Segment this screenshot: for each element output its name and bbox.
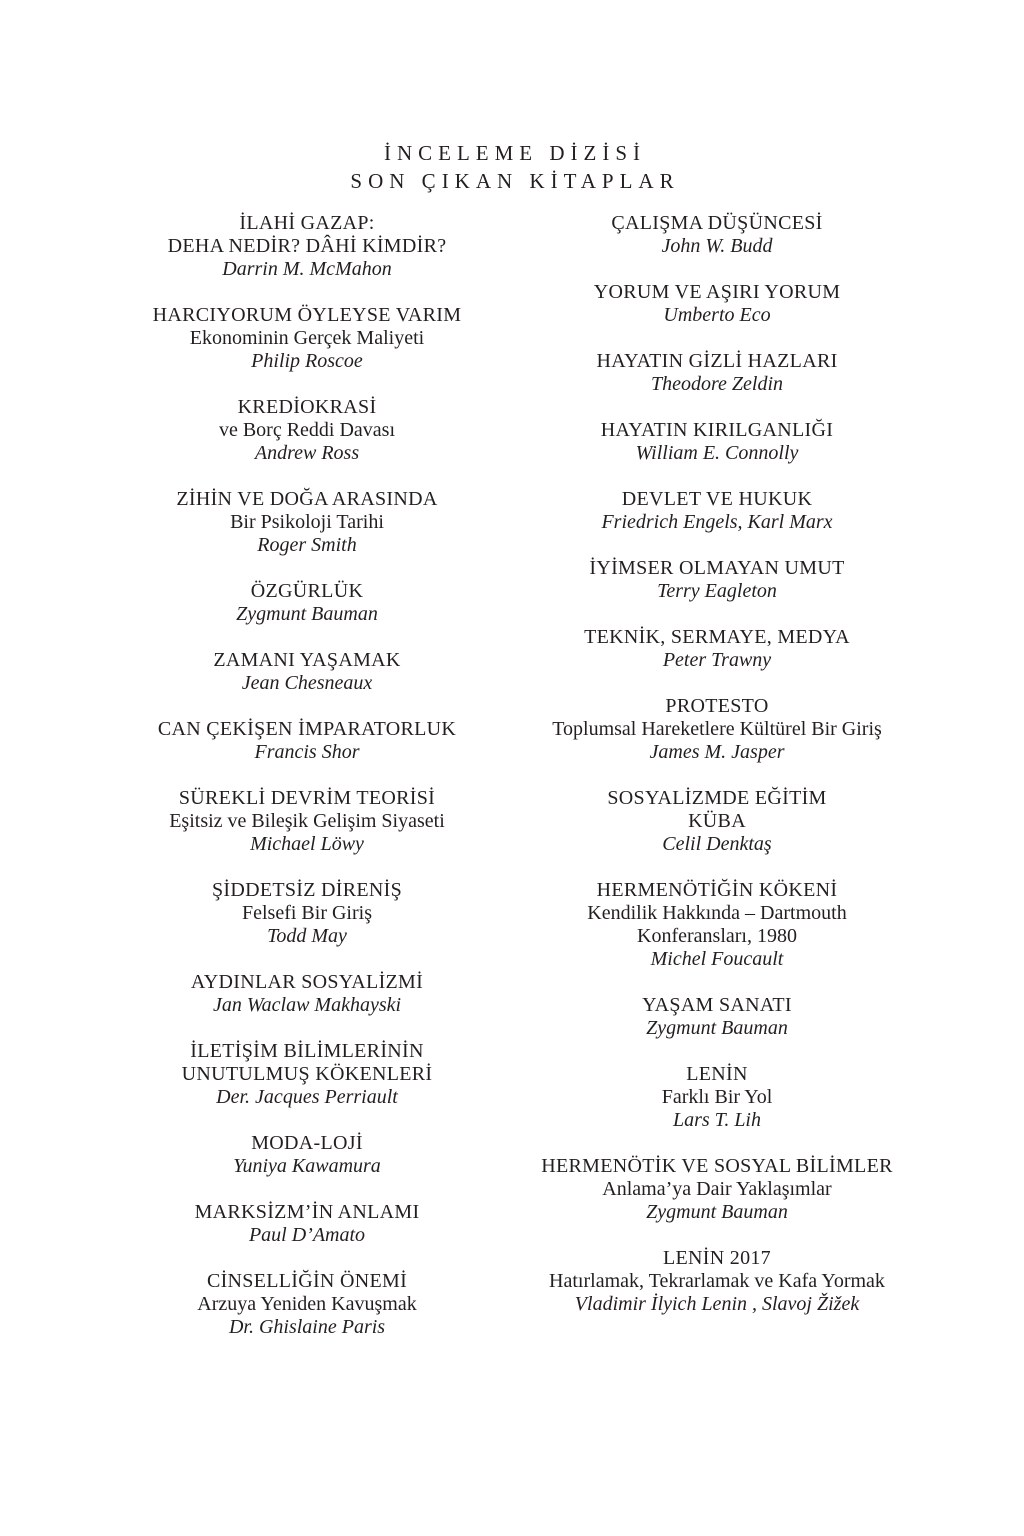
book-author: Celil Denktaş [662, 833, 772, 855]
book-subtitle: Felsefi Bir Giriş [242, 902, 372, 924]
book-title: PROTESTO [665, 695, 769, 717]
book-author: Dr. Ghislaine Paris [228, 1316, 386, 1338]
book-entry [127, 718, 487, 764]
book-title: YORUM VE AŞIRI YORUM [593, 281, 841, 303]
book-subtitle: Bir Psikoloji Tarihi [230, 511, 384, 533]
book-title: İYİMSER OLMAYAN UMUT [589, 557, 845, 579]
book-entry [127, 304, 487, 373]
book-title: AYDINLAR SOSYALİZMİ [190, 971, 424, 993]
book-title: SÜREKLİ DEVRİM TEORİSİ [178, 787, 436, 809]
book-title: DEVLET VE HUKUK [621, 488, 813, 510]
book-author: Todd May [267, 925, 347, 947]
book-author: Umberto Eco [663, 304, 771, 326]
book-author: Vladimir İlyich Lenin , Slavoj Žižek [574, 1293, 860, 1315]
book-subtitle: ve Borç Reddi Davası [218, 419, 396, 441]
book-entry [537, 695, 897, 764]
book-entry [127, 488, 487, 557]
book-entry [127, 580, 487, 626]
book-author: Terry Eagleton [657, 580, 777, 602]
book-title: LENİN [686, 1063, 748, 1085]
book-entry [127, 1201, 487, 1247]
book-title: HARCIYORUM ÖYLEYSE VARIM [152, 304, 462, 326]
book-subtitle: Arzuya Yeniden Kavuşmak [197, 1293, 417, 1315]
book-entry [127, 787, 487, 856]
book-subtitle: Farklı Bir Yol [661, 1086, 773, 1108]
book-author: Der. Jacques Perriault [216, 1086, 398, 1108]
book-author: John W. Budd [661, 235, 773, 257]
book-author: Philip Roscoe [251, 350, 363, 372]
book-author: Francis Shor [254, 741, 360, 763]
book-subtitle: Anlama’ya Dair Yaklaşımlar [602, 1178, 832, 1200]
book-title: UNUTULMUŞ KÖKENLERİ [181, 1063, 433, 1085]
book-title: YAŞAM SANATI [642, 994, 792, 1016]
book-entry [537, 787, 897, 856]
book-entry [127, 212, 487, 281]
book-author: Andrew Ross [254, 442, 360, 464]
book-author: William E. Connolly [635, 442, 799, 464]
book-entry [537, 626, 897, 672]
book-author: Paul D’Amato [248, 1224, 366, 1246]
book-author: Darrin M. McMahon [222, 258, 392, 280]
book-title: MODA-LOJİ [251, 1132, 363, 1154]
series-subheading: SON ÇIKAN KİTAPLAR [350, 169, 680, 193]
book-title: ÖZGÜRLÜK [250, 580, 364, 602]
book-entry [537, 419, 897, 465]
book-subtitle: Hatırlamak, Tekrarlamak ve Kafa Yormak [549, 1270, 885, 1292]
book-subtitle: Ekonominin Gerçek Maliyeti [189, 327, 425, 349]
book-title: CAN ÇEKİŞEN İMPARATORLUK [157, 718, 457, 740]
book-author: Theodore Zeldin [650, 373, 784, 395]
book-author: Michel Foucault [650, 948, 784, 970]
book-title: ZAMANI YAŞAMAK [213, 649, 401, 671]
book-entry [127, 971, 487, 1017]
book-title: DEHA NEDİR? DÂHİ KİMDİR? [167, 235, 447, 257]
book-subtitle: Eşitsiz ve Bileşik Gelişim Siyaseti [169, 810, 445, 832]
book-entry [537, 350, 897, 396]
book-subtitle: Toplumsal Hareketlere Kültürel Bir Giriş [552, 718, 882, 740]
book-title: ŞİDDETSİZ DİRENİŞ [211, 879, 403, 901]
book-entry [537, 879, 897, 971]
book-title: TEKNİK, SERMAYE, MEDYA [584, 626, 850, 648]
book-author: Jan Waclaw Makhayski [212, 994, 402, 1016]
right-book-column [537, 212, 897, 1339]
book-title: CİNSELLİĞİN ÖNEMİ [206, 1270, 408, 1292]
book-title: HAYATIN KIRILGANLIĞI [600, 419, 834, 441]
book-entry [127, 396, 487, 465]
book-entry [127, 879, 487, 948]
book-title: HAYATIN GİZLİ HAZLARI [596, 350, 838, 372]
book-entry [537, 557, 897, 603]
book-author: Friedrich Engels, Karl Marx [601, 511, 833, 533]
book-author: Zygmunt Bauman [646, 1017, 788, 1039]
book-author: Yuniya Kawamura [233, 1155, 381, 1177]
book-entry [537, 212, 897, 258]
book-title: KREDİOKRASİ [237, 396, 377, 418]
series-header [0, 139, 1024, 195]
book-title: ZİHİN VE DOĞA ARASINDA [176, 488, 438, 510]
book-author: Lars T. Lih [672, 1109, 761, 1131]
book-subtitle: Konferansları, 1980 [637, 925, 797, 947]
book-entry [537, 1247, 897, 1316]
book-title: İLETİŞİM BİLİMLERİNİN [190, 1040, 424, 1062]
book-title: HERMENÖTİĞİN KÖKENİ [596, 879, 838, 901]
book-author: Jean Chesneaux [241, 672, 373, 694]
book-title: HERMENÖTİK VE SOSYAL BİLİMLER [541, 1155, 893, 1177]
book-title: LENİN 2017 [663, 1247, 771, 1269]
book-title: SOSYALİZMDE EĞİTİM [607, 787, 827, 809]
book-entry [127, 1132, 487, 1178]
series-name: İNCELEME DİZİSİ [383, 141, 647, 165]
book-entry [127, 1270, 487, 1339]
left-book-column [127, 212, 487, 1362]
book-entry [537, 1155, 897, 1224]
book-entry [127, 1040, 487, 1109]
book-entry [537, 281, 897, 327]
book-title: ÇALIŞMA DÜŞÜNCESİ [611, 212, 823, 234]
book-entry [537, 488, 897, 534]
book-entry [537, 994, 897, 1040]
book-author: Michael Löwy [250, 833, 364, 855]
book-title: MARKSİZM’İN ANLAMI [194, 1201, 420, 1223]
book-entry [127, 649, 487, 695]
book-author: Zygmunt Bauman [646, 1201, 788, 1223]
book-entry [537, 1063, 897, 1132]
book-title: İLAHİ GAZAP: [239, 212, 375, 234]
book-author: Roger Smith [257, 534, 357, 556]
book-author: Peter Trawny [662, 649, 772, 671]
book-title: KÜBA [688, 810, 746, 832]
book-author: James M. Jasper [649, 741, 785, 763]
book-author: Zygmunt Bauman [236, 603, 378, 625]
book-subtitle: Kendilik Hakkında – Dartmouth [587, 902, 847, 924]
